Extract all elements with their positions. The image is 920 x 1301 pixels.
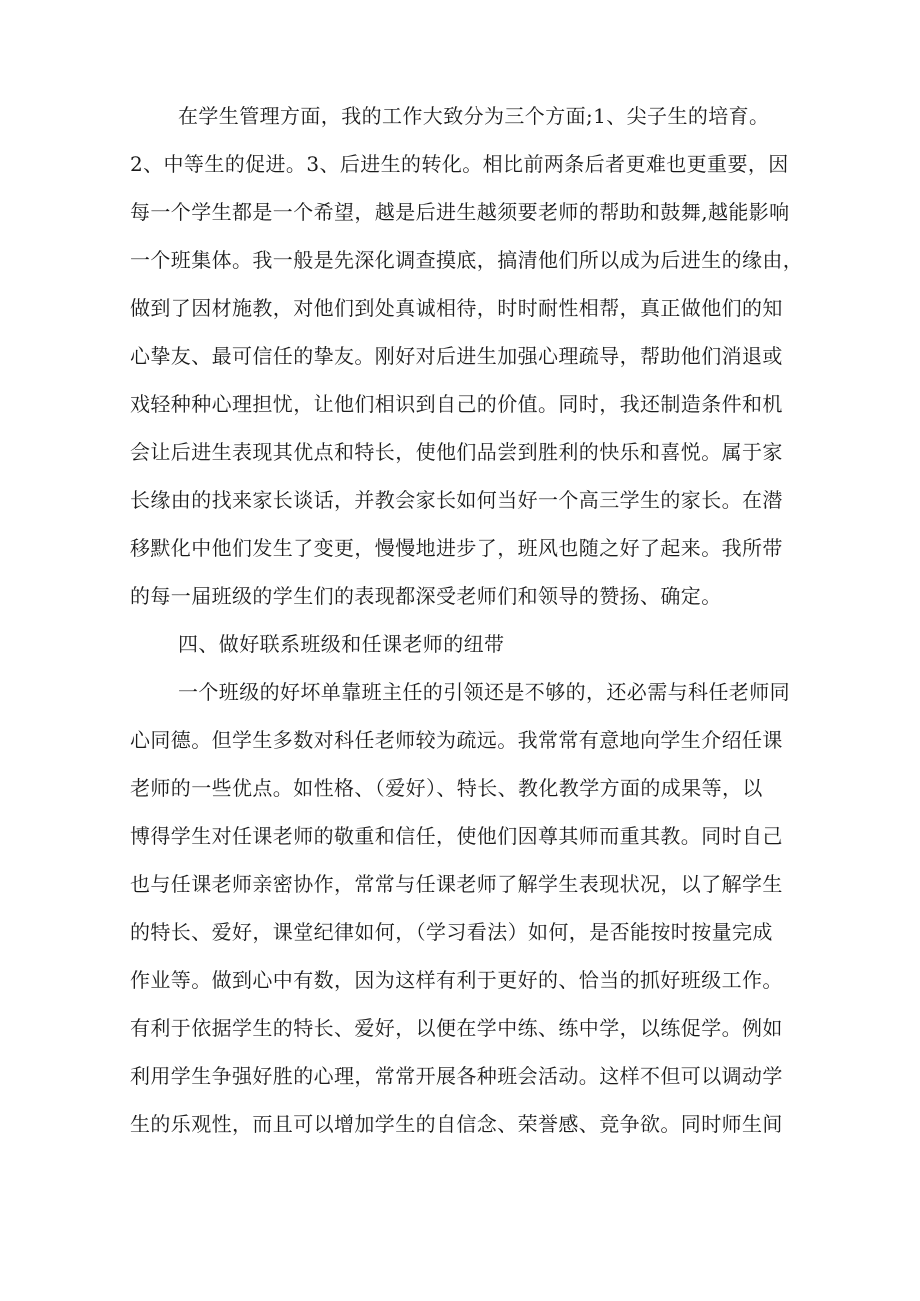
paragraph-line: 长缘由的找来家长谈话，并教会家长如何当好一个高三学生的家长。在潜 xyxy=(130,488,783,512)
section-heading: 四、做好联系班级和任课老师的纽带 xyxy=(178,632,505,656)
paragraph-line: 2、中等生的促进。3、后进生的转化。相比前两条后者更难也更重要，因 xyxy=(130,152,789,176)
paragraph-line: 一个班级的好坏单靠班主任的引领还是不够的，还必需与科任老师同 xyxy=(178,680,790,704)
paragraph-line: 的每一届班级的学生们的表现都深受老师们和领导的赞扬、确定。 xyxy=(130,584,722,608)
paragraph-line: 也与任课老师亲密协作，常常与任课老师了解学生表现状况，以了解学生 xyxy=(130,872,783,896)
paragraph-line: 生的乐观性，而且可以增加学生的自信念、荣誉感、竞争欲。同时师生间 xyxy=(130,1112,783,1136)
paragraph-line: 戏轻种种心理担忧，让他们相识到自己的价值。同时，我还制造条件和机 xyxy=(130,392,783,416)
paragraph-line: 移默化中他们发生了变更，慢慢地进步了，班风也随之好了起来。我所带 xyxy=(130,536,783,560)
paragraph-line: 一个班集体。我一般是先深化调查摸底，搞清他们所以成为后进生的缘由， xyxy=(130,248,804,272)
paragraph-line: 每一个学生都是一个希望，越是后进生越须要老师的帮助和鼓舞,越能影响 xyxy=(130,200,790,224)
paragraph-line: 会让后进生表现其优点和特长，使他们品尝到胜利的快乐和喜悦。属于家 xyxy=(130,440,783,464)
paragraph-line: 博得学生对任课老师的敬重和信任，使他们因尊其师而重其教。同时自己 xyxy=(130,824,783,848)
paragraph-line: 在学生管理方面，我的工作大致分为三个方面;1、尖子生的培育。 xyxy=(178,104,770,128)
paragraph-line: 心同德。但学生多数对科任老师较为疏远。我常常有意地向学生介绍任课 xyxy=(130,728,783,752)
paragraph-line: 作业等。做到心中有数，因为这样有利于更好的、恰当的抓好班级工作。 xyxy=(130,968,783,992)
paragraph-line: 老师的一些优点。如性格、（爱好）、特长、教化教学方面的成果等，以 xyxy=(130,776,763,800)
paragraph-line: 有利于依据学生的特长、爱好，以便在学中练、练中学，以练促学。例如 xyxy=(130,1016,783,1040)
paragraph-line: 心挚友、最可信任的挚友。刚好对后进生加强心理疏导，帮助他们消退或 xyxy=(130,344,783,368)
paragraph-line: 的特长、爱好，课堂纪律如何，（学习看法）如何，是否能按时按量完成 xyxy=(130,920,773,944)
document-body xyxy=(130,92,804,1148)
paragraph-line: 利用学生争强好胜的心理，常常开展各种班会活动。这样不但可以调动学 xyxy=(130,1064,783,1088)
paragraph-line: 做到了因材施教，对他们到处真诚相待，时时耐性相帮，真正做他们的知 xyxy=(130,296,783,320)
